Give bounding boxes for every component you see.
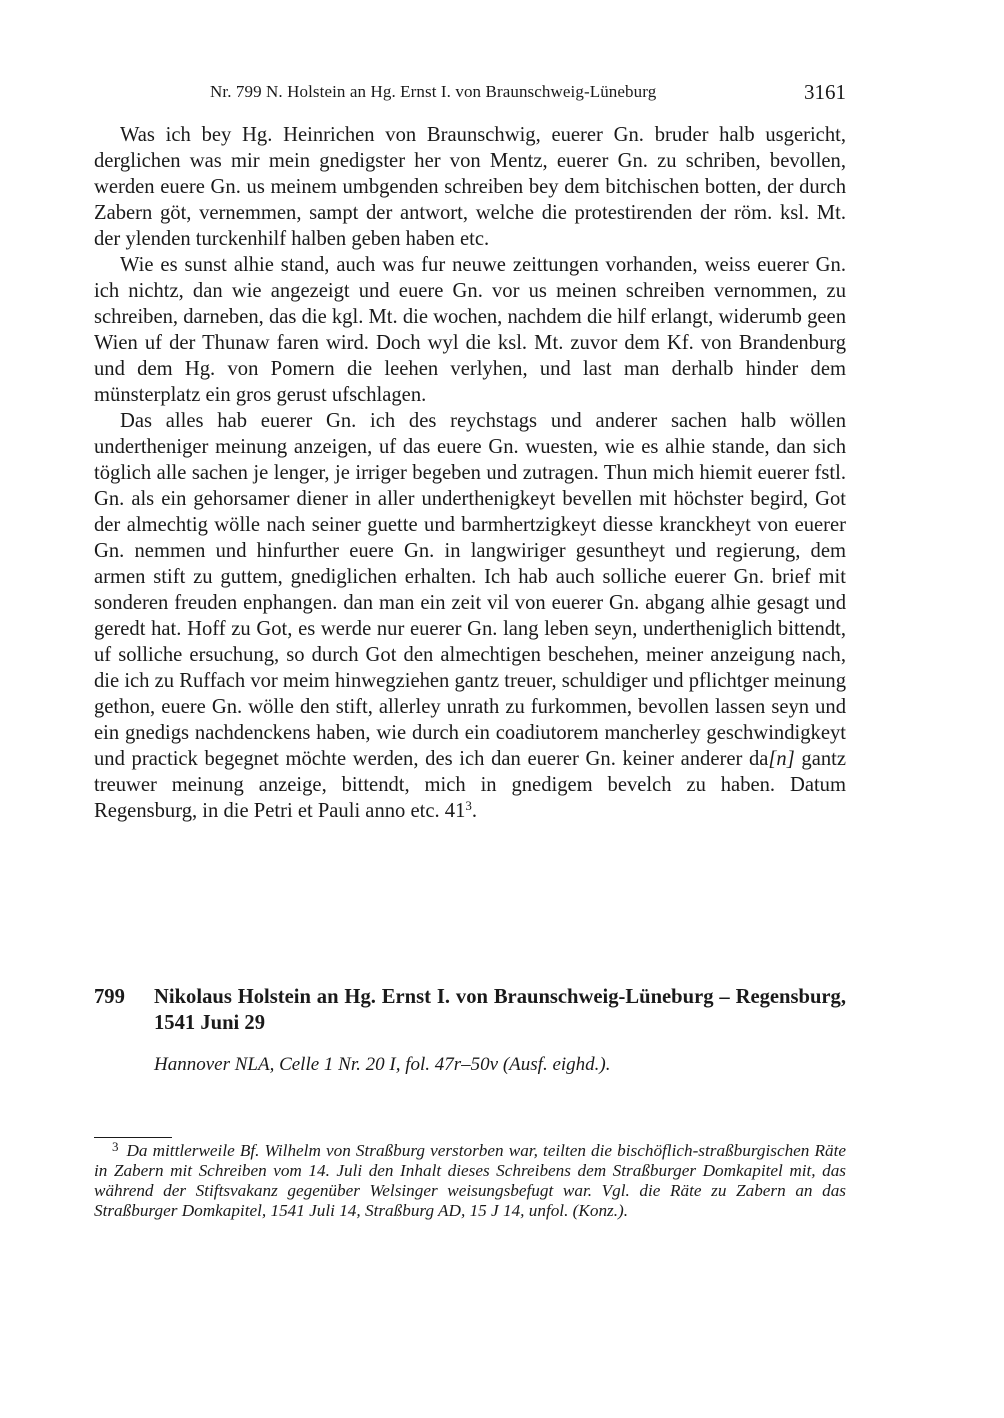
paragraph-3-text: Das alles hab euerer Gn. ich des reychstags und anderer sachen halb wöllen undertheniger meinung anzeigen, uf das euere Gn. wuesten, wie es alhie stande, dan sich töglich alle sachen je lenger, je irriger begeben und zutragen. Thun mich hiemit euerer fstl. Gn. als ein gehorsamer diener in aller underthenigkeyt bevellen mit höchster begird, Got der almechtig wölle nach seiner guette und barmhertzigkeyt diesse kranckheyt von euerer Gn. nemmen und hinfurther euere Gn. in langwiriger gesuntheyt und regierung, dem armen stift zu guttem, gnediglichen erhalten. Ich hab auch solliche euerer Gn. brief mit sonderen freuden enphangen. dan man ein zeit vil von euerer Gn. abgang alhie gesagt und geredt hat. Hoff zu Got, es werde nur euerer Gn. lang leben seyn, undertheniglich bittendt, uf solliche ersuchung, so durch Got den almechtigen beschehen, meiner anzeigung nach, die ich zu Ruffach vor meim hinwegziehen gantz treuer, schuldiger und pflichtger meinung gethon, euere Gn. wölle den stift, allerley unrath zu furkommen, bevollen lassen seyn und ein gnedigs nachdenckens haben, wie durch ein coadiutorem mancherley geschwindigkeyt und practick begegnet möchte werden, des ich dan euerer Gn. keiner anderer da: [94, 410, 846, 770]
paragraph-3-text-continued: gantz treuwer meinung anzeige, bittendt, mich in gnedigem bevelch zu haben. Datum Regensburg, in die Petri et Pauli anno etc. 41: [94, 748, 846, 822]
footnote-reference[interactable]: 3: [465, 798, 472, 813]
paragraph-3-end: .: [471, 800, 478, 822]
page-number: 3161: [804, 80, 846, 104]
paragraph-1: Was ich bey Hg. Heinrichen von Braunschwig, euerer Gn. bruder halb usgericht, derglichen was mir mein gnedigster her von Mentz, euerer Gn. zu schriben, bevollen, werden euere Gn. us meinem umbgenden schreiben bey dem bitchischen botten, der durch Zabern göt, vernemmen, sampt der antwort, welche die protestirenden der röm. ksl. Mt. der ylenden turckenhilf halben geben haben etc.: [94, 124, 846, 250]
document-number: 799: [94, 986, 125, 1008]
document-source: Hannover NLA, Celle 1 Nr. 20 I, fol. 47r–50v (Ausf. eighd.).: [154, 1054, 611, 1075]
paragraph-3: [94, 408, 846, 824]
document-heading: [94, 984, 846, 1036]
editorial-emendation: [n]: [768, 748, 795, 770]
footnote-divider: [94, 1137, 172, 1138]
document-title: Nikolaus Holstein an Hg. Ernst I. von Braunschweig-Lüneburg – Regensburg, 1541 Juni 29: [154, 986, 846, 1034]
running-header: [94, 80, 846, 110]
footnote-3: [94, 1141, 846, 1221]
paragraph-2: Wie es sunst alhie stand, auch was fur neuwe zeittungen vorhanden, weiss euerer Gn. ich nichtz, dan wie angezeigt und euere Gn. vor us meinen schreiben vernommen, zu schreiben, darneben, das die kgl. Mt. die wochen, nachdem die hilf erlangt, widerumb geen Wien uf der Thunaw faren wird. Doch wyl die ksl. Mt. zuvor dem Kf. von Brandenburg und dem Hg. von Pomern die leehen verlyhen, und last man derhalb hinder dem münsterplatz ein gros gerust ufschlagen.: [94, 254, 846, 406]
letter-body: [94, 122, 846, 824]
running-title: Nr. 799 N. Holstein an Hg. Ernst I. von Braunschweig-Lüneburg: [210, 82, 657, 101]
footnote-mark: 3: [112, 1139, 119, 1154]
footnote-text: Da mittlerweile Bf. Wilhelm von Straßburg verstorben war, teilten die bischöflich-straßburgischen Räte in Zabern mit Schreiben vom 14. Juli den Inhalt dieses Schreibens dem Straßburger Domkapitel mit, das während der Stiftsvakanz gegenüber Welsinger weisungsbefugt war. Vgl. die Räte zu Zabern an das Straßburger Domkapitel, 1541 Juli 14, Straßburg AD, 15 J 14, unfol. (Konz.).: [94, 1141, 846, 1220]
